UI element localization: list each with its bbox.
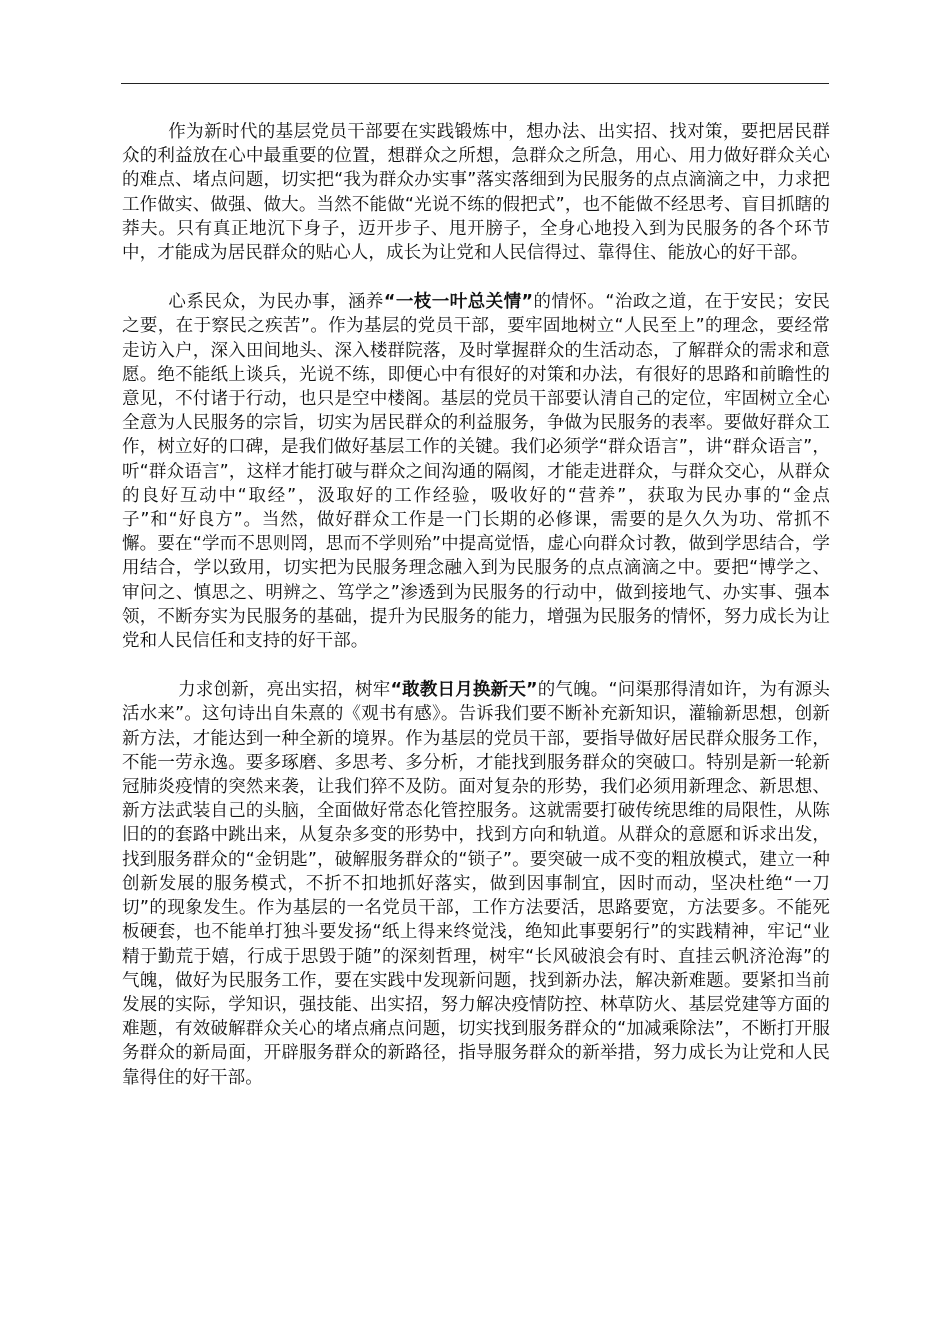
paragraph-2-text: 的情怀。“治政之道，在于安民；安民之要，在于察民之疾苦”。作为基层的党员干部，要牢固地树立“人民至上”的理念，要经常走访入户，深入田间地头、深入楼群院落，及时掌握群众的生活动态，了解群众的需求和意愿。绝不能纸上谈兵，光说不练，即便心中有很好的对策和办法，有很好的思路和前瞻性的意见，不付诸于行动，也只是空中楼阁。基层的党员干部要认清自己的定位，牢固树立全心全意为人民服务的宗旨，切实为居民群众的利益服务，争做为民服务的表率。要做好群众工作，树立好的口碑，是我们做好基层工作的关键。我们必须学“群众语言”，讲“群众语言”，听“群众语言”，这样才能打破与群众之间沟通的隔阂，才能走进群众，与群众交心，从群众的良好互动中“取经”，汲取好的工作经验，吸收好的“营养”，获取为民办事的“金点子”和“好良方”。当然，做好群众工作是一门长期的必修课，需要的是久久为功、常抓不懈。要在“学而不思则罔，思而不学则殆”中提高觉悟，虚心向群众讨教，做到学思结合，学用结合，学以致用，切实把为民服务理念融入到为民服务的点点滴滴之中。要把“博学之、审问之、慎思之、明辨之、笃学之”渗透到为民服务的行动中，做到接地气、办实事、强本领，不断夯实为民服务的基础，提升为民服务的能力，增强为民服务的情怀，努力成长为让党和人民信任和支持的好干部。: [122, 292, 831, 652]
paragraph-1: [122, 120, 830, 265]
paragraph-3-lead: 力求创新，亮出实招，树牢: [178, 680, 391, 701]
paragraph-3-emphasis: “敢教日月换新天”: [390, 680, 538, 701]
paragraph-3-text: 的气魄。“问渠那得清如许，为有源头活水来”。这句诗出自朱熹的《观书有感》。告诉我们要不断补充新知识，灌输新思想，创新新方法，才能达到一种全新的境界。作为基层的党员干部，要指导做好居民群众服务工作，不能一劳永逸。要多琢磨、多思考、多分析，才能找到服务群众的突破口。特别是新一轮新冠肺炎疫情的突然来袭，让我们猝不及防。面对复杂的形势，我们必须用新理念、新思想、新方法武装自己的头脑，全面做好常态化管控服务。这就需要打破传统思维的局限性，从陈旧的的套路中跳出来，从复杂多变的形势中，找到方向和轨道。从群众的意愿和诉求出发，找到服务群众的“金钥匙”，破解服务群众的“锁子”。要突破一成不变的粗放模式，建立一种创新发展的服务模式，不折不扣地抓好落实，做到因事制宜，因时而动，坚决杜绝“一刀切”的现象发生。作为基层的一名党员干部，工作方法要活，思路要宽，方法要多。不能死板硬套，也不能单打独斗要发扬“纸上得来终觉浅，绝知此事要躬行”的实践精神，牢记“业精于勤荒于嬉，行成于思毁于随”的深刻哲理，树牢“长风破浪会有时、直挂云帆济沧海”的气魄，做好为民服务工作，要在实践中发现新问题，找到新办法，解决新难题。要紧扣当前发展的实际，学知识，强技能、出实招，努力解决疫情防控、林草防火、基层党建等方面的难题，有效破解群众关心的堵点痛点问题，切实找到服务群众的“加减乘除法”，不断打开服务群众的新局面，开辟服务群众的新路径，指导服务群众的新举措，努力成长为让党和人民靠得住的好干部。: [122, 680, 831, 1088]
paragraph-2-emphasis: “一枝一叶总关情”: [383, 292, 534, 313]
paragraph-3: [122, 678, 830, 1089]
paragraph-2-lead: 心系民众，为民办事，涵养: [168, 292, 384, 313]
document-body: [122, 120, 830, 1115]
header-rule: [121, 83, 829, 84]
paragraph-2: [122, 290, 830, 653]
paragraph-1-text: 作为新时代的基层党员干部要在实践锻炼中，想办法、出实招、找对策，要把居民群众的利益放在心中最重要的位置，想群众之所想，急群众之所急，用心、用力做好群众关心的难点、堵点问题，切实把“我为群众办实事”落实落细到为民服务的点点滴滴之中，力求把工作做实、做强、做大。当然不能做“光说不练的假把式”，也不能做不经思考、盲目抓瞎的莽夫。只有真正地沉下身子，迈开步子、甩开膀子，全身心地投入到为民服务的各个环节中，才能成为居民群众的贴心人，成长为让党和人民信得过、靠得住、能放心的好干部。: [122, 122, 830, 264]
